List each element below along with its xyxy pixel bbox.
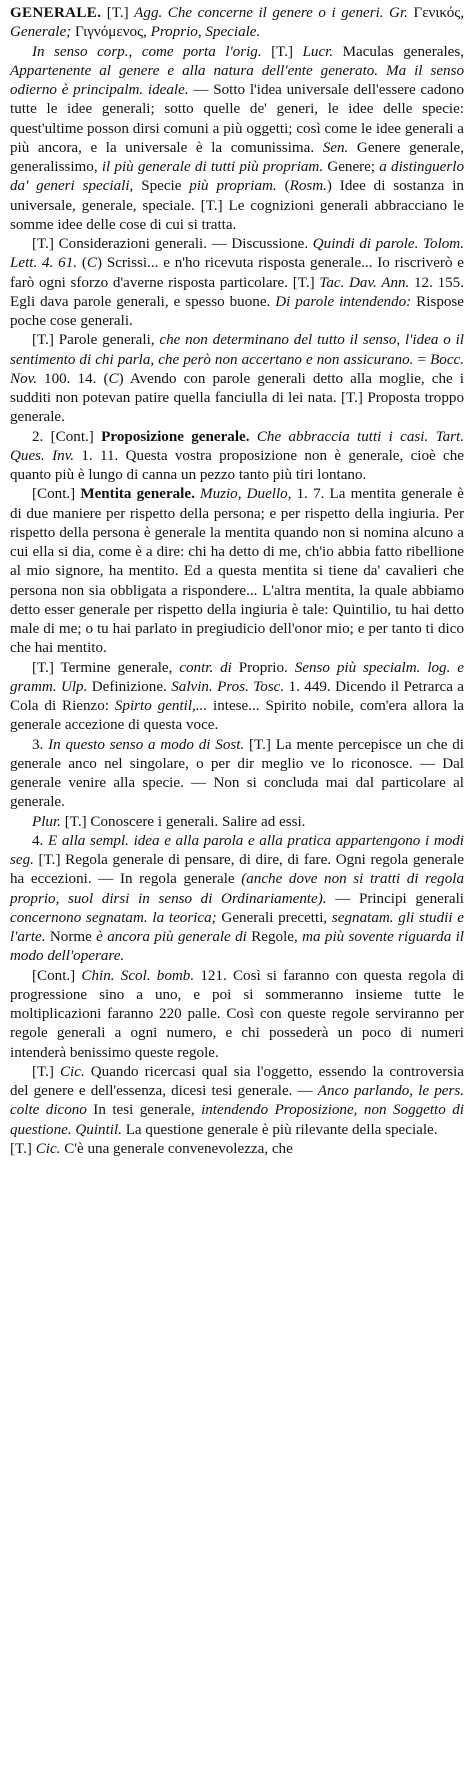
italic-text: Cic. <box>35 1140 61 1157</box>
entry-paragraph <box>10 428 464 486</box>
sense-term: Proposizione generale. <box>101 428 250 445</box>
body-text: Specie <box>133 178 190 195</box>
italic-text: Quindi di parole. Tolom. Lett. 4. 61. <box>10 236 464 272</box>
body-text: ) Scrissi... e n'ho ricevuta risposta generale... Io riscriverò e farò ogni sforzo d'averne risposta particolare. [T.] <box>10 255 464 291</box>
italic-text: (anche dove non si tratti di regola proprio, suol dirsi in senso di Ordinariamente). <box>10 871 464 907</box>
italic-text: Lucr. <box>302 43 334 60</box>
body-text: ) Avendo con parole generali detto alla moglie, che i sudditi non potevan patire quella fanciulla di lei nata. [T.] Proposta troppo generale. <box>10 370 464 426</box>
italic-text: Bocc. Nov. <box>10 351 465 387</box>
italic-text: ma più sovente riguarda il modo dell'operare. <box>10 929 465 965</box>
body-text: Proprio. <box>231 659 295 676</box>
body-text: Genere; <box>323 159 380 175</box>
body-text: [T.] <box>101 5 135 21</box>
body-text: C'è una generale convenevolezza, che <box>60 1140 293 1157</box>
italic-text: Rosm. <box>289 178 327 195</box>
italic-text: In senso corp., come porta l'orig. <box>32 43 262 60</box>
italic-text: Agg. Che concerne il genere o i generi. Gr. <box>134 5 414 21</box>
italic-text: , Generale; <box>10 5 464 41</box>
body-text: Genere generale, generalissimo, <box>10 139 464 175</box>
body-text: [T.] <box>32 1063 60 1080</box>
italic-text: Sen. <box>322 139 349 156</box>
body-text: 2. [Cont.] <box>32 428 102 445</box>
body-text: Γενικός <box>413 5 461 21</box>
italic-text: Anco parlando, le pers. colte dicono <box>10 1083 464 1119</box>
entry-paragraph <box>10 832 464 967</box>
body-text: Generali precetti, <box>216 909 332 926</box>
italic-text: Senso più specialm. log. e gramm. Ulp. <box>10 659 464 695</box>
italic-text: contr. di <box>179 659 232 676</box>
body-text: [T.] <box>10 1140 36 1157</box>
body-text: Rispose poche cose generali. <box>10 293 464 329</box>
body-text: — Sotto l'idea universale dell'essere cadono tutte le idee generali; sotto quelle de' generi, le idee delle specie: quest'ultime posson dirsi comuni a più oggetti; così come le idee generali a più ancora, e la universale è la comunissima. <box>10 82 464 156</box>
body-text: 3. <box>32 736 49 753</box>
body-text: = <box>413 351 431 368</box>
italic-text: il più generale di tutti più propriam. <box>101 159 324 175</box>
headword: GENERALE. <box>10 5 102 21</box>
body-text: 12. 155. Egli dava parole generali, e spesso buone. <box>10 274 464 310</box>
body-text: 1. 11. Questa vostra proposizione non è generale, cioè che quanto più è lungo di canna un pezzo tanto più tiri lontano. <box>10 447 464 483</box>
italic-text: C <box>108 370 119 387</box>
italic-text: concernono segnatam. la teorica; <box>10 909 217 926</box>
body-text: 4. <box>32 832 48 849</box>
body-text: Γιγνόμενος <box>74 24 144 41</box>
entry-paragraph <box>10 485 464 658</box>
body-text: — Principi generali <box>326 890 464 907</box>
body-text: intese... Spirito nobile, com'era allora la generale accezione di questa voce. <box>10 698 464 734</box>
entry-paragraph <box>10 331 464 427</box>
body-text: ( <box>276 178 290 195</box>
body-text: [T.] Regola generale di pensare, di dire, di fare. Ogni regola generale ha eccezioni. — In regola generale <box>10 852 464 888</box>
body-text: Maculas generales, <box>333 43 464 60</box>
italic-text: C <box>86 255 97 272</box>
body-text: 1. 449. Dicendo il Petrarca a Cola di Rienzo: <box>10 678 464 714</box>
body-text: ( <box>77 255 87 272</box>
italic-text: più propriam. <box>189 178 277 195</box>
body-text: [Cont.] <box>32 967 82 984</box>
body-text: ) Idee di sostanza in universale, generale, speciale. [T.] Le cognizioni generali abbracciano le somme idee delle cose di cui si tratta. <box>10 178 464 233</box>
italic-text: Tac. Dav. Ann. <box>319 274 410 291</box>
body-text: Definizione. <box>87 678 172 695</box>
entry-paragraph <box>10 4 464 43</box>
italic-text: che non determinano del tutto il senso, l'idea o il sentimento di chi parla, che però non accertano e non assicurano. <box>10 332 464 368</box>
body-text: [T.] Conoscere i generali. Salire ad essi. <box>60 813 306 830</box>
body-text: 100. 14. ( <box>36 370 109 387</box>
sense-term: Mentita generale. <box>80 486 195 503</box>
body-text: 1. 7. La mentita generale è di due maniere per rispetto della persona; e per rispetto della ingiuria. Per rispetto della persona è generale la mentita quando non si nomina alcuno a cui ella si dia, come è a dire: chi ha detto di me, ch'io abbia fatto ribellione al mio signore, ha mentito. Ed a questa mentita si tiene da' cavalieri che persona non sia obbligata a rispondere... L'altra mentita, la quale abbiamo detto esser generale per rispetto della ingiuria è tale: Quintilio, tu hai detto male di me; o tu hai parlato in pregiudicio dell'onor mio; e per tanto ti dico che hai mentito. <box>10 486 464 657</box>
italic-text: intendendo Proposizione, non Soggetto di questione. Quintil. <box>10 1102 464 1138</box>
entry-paragraph <box>10 235 464 331</box>
italic-text: Chin. Scol. bomb. <box>81 967 195 984</box>
entry-paragraph <box>10 813 464 832</box>
body-text: 121. Così si faranno con questa regola di progressione sino a uno, e poi si sommeranno insieme tutte le moltiplicazioni faranno 220 palle. Così con queste regole serviranno per regole generali a ogni numero, e chi possederà un poco di numeri intenderà benissimo queste regole. <box>10 967 465 1061</box>
entry-paragraph <box>10 43 464 236</box>
italic-text: Cic. <box>59 1063 85 1080</box>
italic-text: Appartenente al genere e alla natura dell'ente generato. Ma il senso odierno è principalm. ideale. <box>10 62 464 98</box>
body-text: [T.] Considerazioni generali. — Discussione. <box>32 236 313 252</box>
italic-text: Salvin. Pros. Tosc. <box>171 678 285 695</box>
entry-paragraph <box>10 736 464 813</box>
body-text: Regole, <box>246 929 303 945</box>
italic-text: E alla sempl. idea e alla parola e alla pratica appartengono i modi seg. <box>10 832 465 868</box>
italic-text: a distinguerlo da' generi speciali, <box>10 159 464 195</box>
body-text: [Cont.] <box>32 486 81 503</box>
italic-text: Di parole intendendo: <box>275 293 412 310</box>
body-text: In tesi generale, <box>86 1102 202 1119</box>
italic-text: Spirto gentil,... <box>114 698 208 714</box>
italic-text: , Proprio, Speciale. <box>143 24 261 41</box>
entry-paragraph <box>10 1140 464 1159</box>
entry-paragraph <box>10 1063 464 1140</box>
body-text: [T.] La mente percepisce un che di generale anco nel singolare, o per dir meglio ve lo riconosce. — Dal generale venire alla specie. — Non si concluda mai dal particolare al generale. <box>10 736 465 811</box>
body-text: [T.] Termine generale, <box>32 659 180 676</box>
italic-text: è ancora più generale di <box>96 929 247 945</box>
italic-text: segnatam. gli studii e l'arte. <box>10 909 464 945</box>
body-text: La questione generale è più rilevante della speciale. <box>121 1121 438 1138</box>
dictionary-entry <box>10 4 464 1159</box>
italic-text: Muzio, Duello, <box>194 486 292 503</box>
body-text: [T.] <box>261 43 303 60</box>
body-text: Quando ricercasi qual sia l'oggetto, essendo la controversia del genere e dell'essenza, dicesi tesi generale. — <box>10 1063 464 1099</box>
body-text: [T.] Parole generali, <box>32 332 160 349</box>
body-text: Norme <box>45 929 97 945</box>
italic-text: In questo senso a modo di Sost. <box>48 736 245 753</box>
entry-paragraph <box>10 967 464 1063</box>
entry-paragraph <box>10 659 464 736</box>
italic-text: Che abbraccia tutti i casi. Tart. Ques. Inv. <box>10 428 464 464</box>
italic-text: Plur. <box>32 813 61 830</box>
